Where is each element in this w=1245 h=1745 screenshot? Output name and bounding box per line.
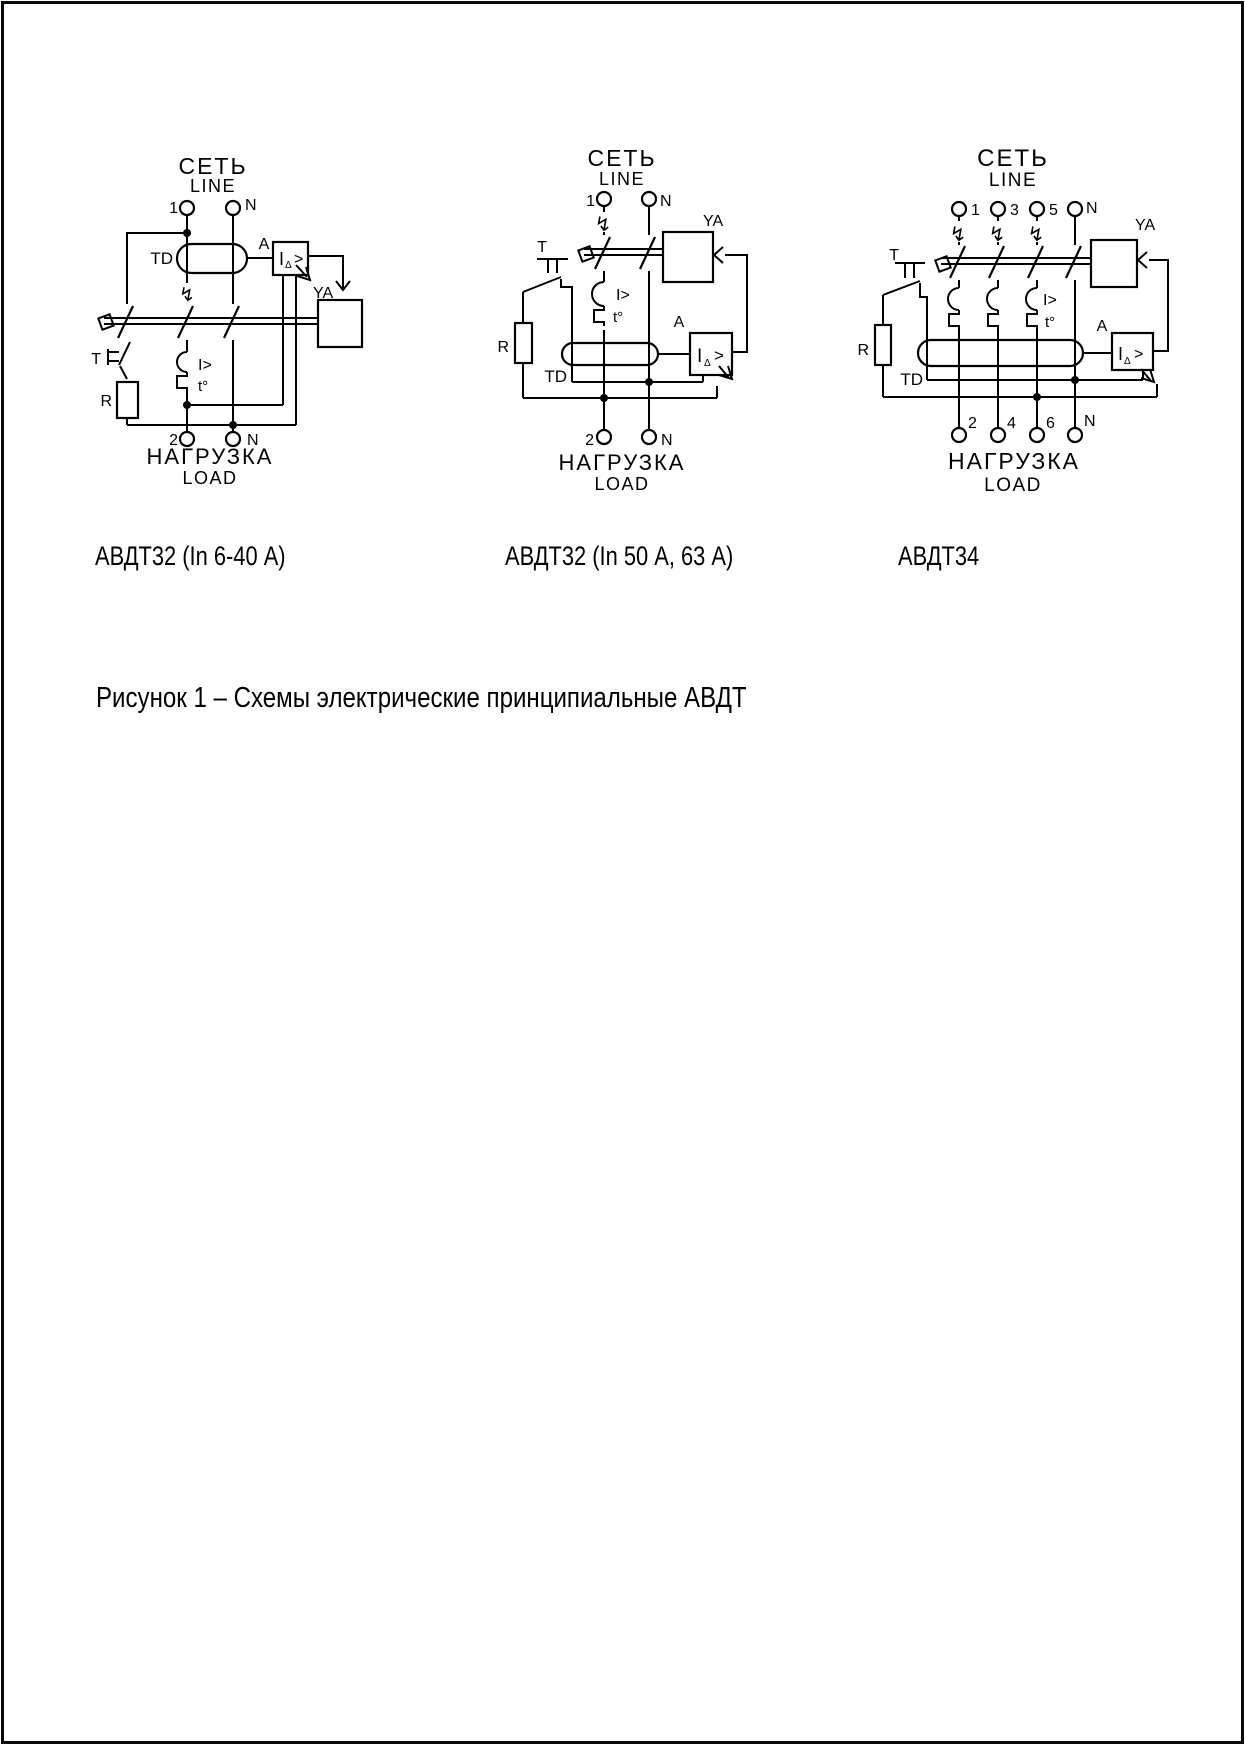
td-label: TD [900,370,923,389]
terminal-circle [597,192,611,206]
amp-output-arrow [719,366,732,379]
amp-i: I [697,346,703,367]
td-transformer [544,343,658,386]
resistor-label: R [100,393,112,410]
load-label-group [147,444,274,488]
terminal-circle [1068,428,1082,442]
thermal-label: t° [613,309,624,326]
trip-arrow-icon: ↯ [1027,222,1045,246]
load-en-label: LOAD [984,475,1042,496]
test-button-label: T [537,239,547,256]
line-label: LINE [988,170,1038,191]
overcurrent-release [592,282,630,326]
trip-bar [935,256,1091,271]
amplifier-label: A [673,314,685,331]
differential-amplifier [674,314,732,379]
junction-dot [229,421,237,429]
ya-solenoid [308,256,362,347]
load-label: НАГРУЗКА [146,444,274,469]
terminal-circle [180,201,194,215]
load-label-group [559,450,686,494]
terminal-circle [1030,428,1044,442]
terminal-label: N [247,432,259,449]
resistor-symbol [515,323,532,363]
terminal-label: 1 [586,193,595,210]
amp-delta: Δ [285,260,292,271]
amp-gt: > [294,251,304,268]
load-label: НАГРУЗКА [558,450,686,475]
terminal-label: 2 [585,432,594,449]
terminal-circle [991,428,1005,442]
terminal-label: N [661,432,673,449]
terminal-label: 1 [971,202,980,219]
overcurrent-label: I> [198,357,212,374]
amp-i: I [1118,344,1124,364]
test-button-label: T [91,351,101,368]
thermal-label: t° [1045,314,1056,331]
terminal-label: 2 [968,415,977,432]
td-label: TD [544,367,567,386]
net-label-group [977,145,1049,191]
net-label: СЕТЬ [977,145,1049,172]
junction-dot [600,394,608,402]
differential-amplifier [1097,318,1154,382]
terminal-label: N [1084,413,1096,430]
junction-dot [1033,393,1041,401]
junction-dot [1071,376,1079,384]
bottom-terminals [585,430,672,449]
test-circuit [91,342,138,425]
thermal-label: t° [198,378,209,395]
net-label: СЕТЬ [178,153,248,179]
load-label: НАГРУЗКА [948,448,1080,474]
ya-solenoid [663,213,747,352]
resistor-symbol [875,325,891,365]
terminal-circle [597,430,611,444]
amp-delta: Δ [704,358,711,369]
solenoid-label: YA [313,285,334,302]
diagram-avdt32-50-63 [490,140,755,500]
diagram-avdt34 [850,140,1175,500]
solenoid-label: YA [703,213,724,230]
overcurrent-label: I> [616,287,630,304]
terminal-label: 3 [1010,202,1019,219]
terminal-label: N [245,197,257,214]
amplifier-label: A [258,236,270,253]
terminal-label: N [660,193,672,210]
line-label: LINE [598,169,646,189]
overcurrent-label: I> [1043,292,1057,309]
resistor-symbol [117,382,138,418]
trip-bar [578,246,663,261]
trip-bar [98,314,318,329]
overcurrent-release [177,352,212,395]
trip-arrow-icon: ↯ [949,222,967,246]
junction-dot [183,229,191,237]
overcurrent-releases [948,288,1057,331]
trip-arrow-icon: ↯ [594,212,612,236]
amp-gt: > [714,346,724,365]
terminal-label: 1 [169,200,178,217]
terminal-label: 5 [1049,202,1058,219]
wiring [883,216,1157,428]
diagram-title-avdt32-50-63: АВДТ32 (In 50 А, 63 А) [505,541,734,571]
amp-gt: > [1134,346,1144,363]
diagram-title-avdt32-6-40: АВДТ32 (In 6-40 А) [95,541,286,571]
top-terminals [169,197,256,217]
amp-delta: Δ [1124,356,1131,367]
amp-i: I [279,249,285,269]
resistor-label: R [857,342,869,359]
diagram-title-avdt34: АВДТ34 [898,541,980,571]
terminal-circle [952,428,966,442]
terminal-circle [991,202,1005,216]
terminal-label: 6 [1046,415,1055,432]
line-label: LINE [189,176,237,196]
trip-arrow-icon: ↯ [988,222,1006,246]
figure-caption: Рисунок 1 – Схемы электрические принципиальные АВДТ [96,682,747,714]
trip-arrow-icon: ↯ [179,284,195,306]
test-button-label: T [889,247,899,264]
top-terminals [586,192,671,210]
terminal-label: 4 [1007,415,1016,432]
terminal-circle [226,201,240,215]
load-en-label: LOAD [182,468,238,488]
td-label: TD [150,249,173,268]
terminal-circle [1068,202,1082,216]
junction-dot [183,401,191,409]
load-en-label: LOAD [594,474,650,494]
amplifier-label: A [1096,318,1108,335]
feedback-arrow [714,247,747,352]
net-label: СЕТЬ [587,145,657,171]
terminal-circle [952,202,966,216]
breaker-contacts [595,237,655,269]
net-label-group [178,153,247,196]
diagram-avdt32-6-40 [85,140,375,495]
resistor-label: R [497,339,509,356]
net-label-group [587,145,656,189]
load-label-group [948,448,1080,496]
breaker-contacts [950,246,1081,278]
terminal-circle [642,430,656,444]
solenoid-label: YA [1135,217,1156,234]
breaker-contacts [118,306,239,338]
terminal-label: N [1086,200,1098,217]
terminal-circle [642,192,656,206]
terminal-label: 2 [169,432,178,449]
terminal-circle [1030,202,1044,216]
junction-dot [645,378,653,386]
